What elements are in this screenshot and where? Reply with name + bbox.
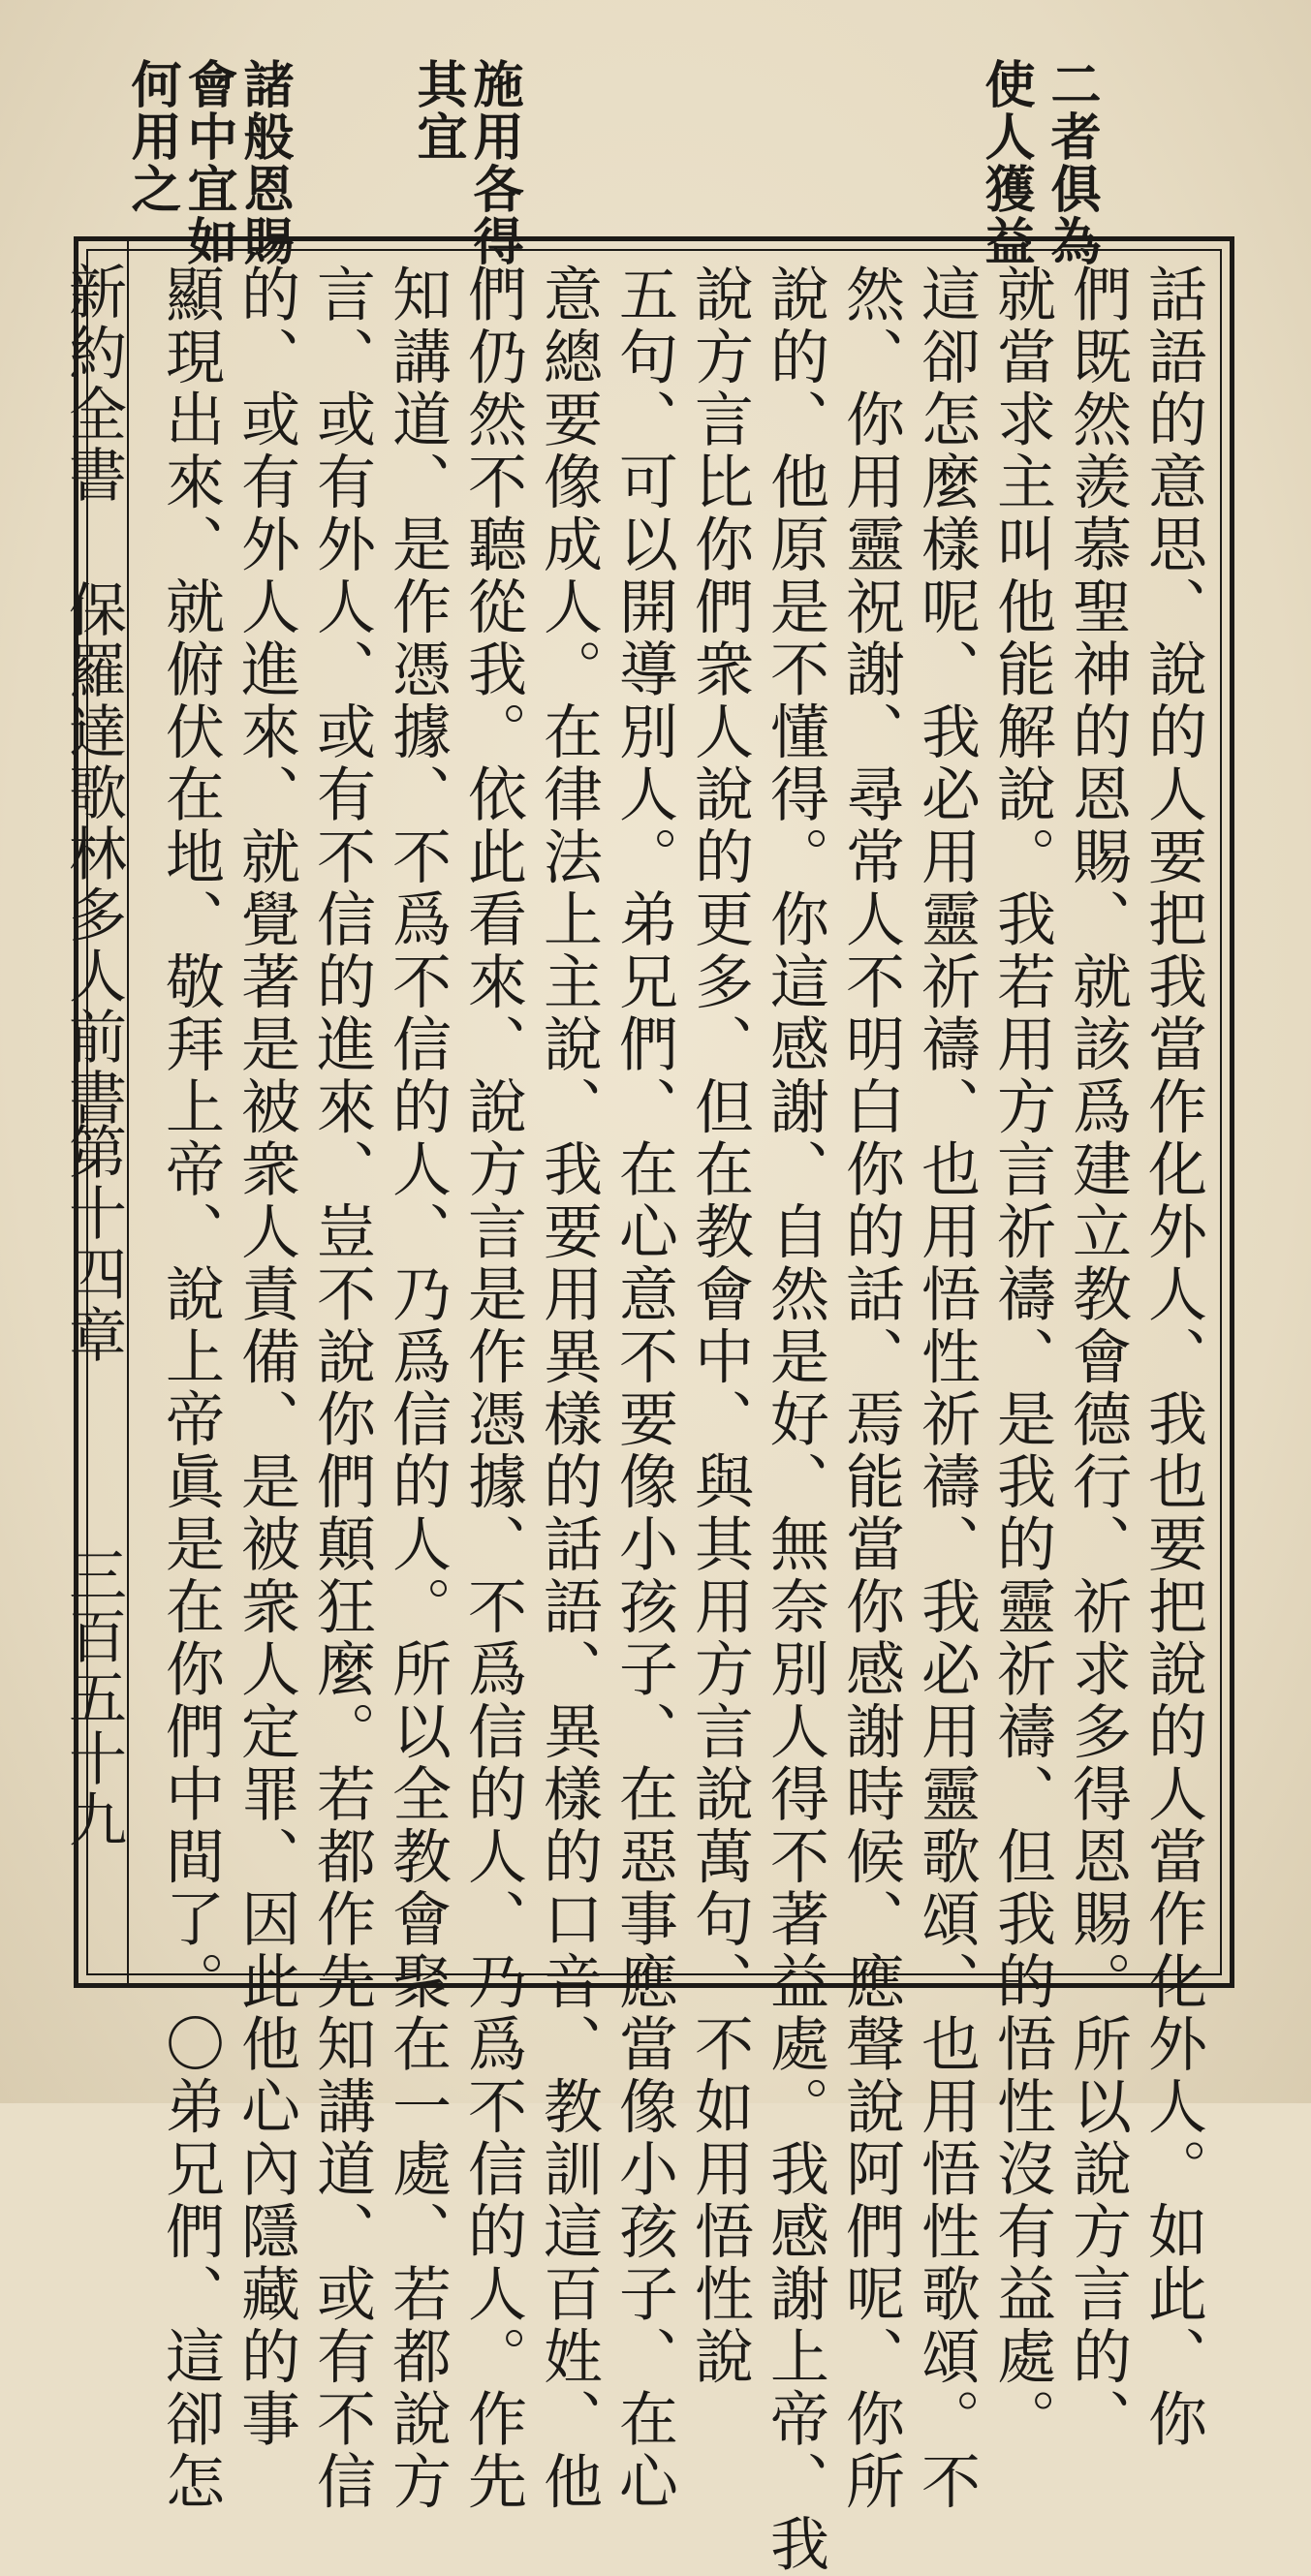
body-column: 說方言比你們衆人說的更多、但在教會中、與其用方言說萬句、不如用悟性說 (685, 264, 754, 2388)
epistle-title: 保羅達歌林多人前書 (59, 579, 127, 1129)
margin-note-line: 二者俱為 (1042, 58, 1101, 267)
margin-note-line: 何用之 (122, 58, 181, 215)
book-title: 新約全書 (59, 262, 127, 506)
body-column: 五句、可以開導別人。弟兄們、在心意不要像小孩子、在惡事應當像小孩子、在心 (609, 264, 678, 2513)
chapter-label: 第十四章 (59, 1122, 127, 1366)
margin-note-line: 施用各得 (464, 58, 523, 267)
body-column: 意總要像成人。在律法上主說、我要用異樣的話語、異樣的口音、教訓這百姓、他 (534, 264, 603, 2513)
margin-note-line: 會中宜如 (178, 58, 237, 267)
body-column: 知講道、是作憑據、不爲不信的人、乃爲信的人。所以全教會聚在一處、若都說方 (383, 264, 452, 2513)
body-column: 們既然羨慕聖神的恩賜、就該爲建立教會德行、祈求多得恩賜。所以說方言的、 (1063, 264, 1132, 2451)
body-column: 然、你用靈祝謝、尋常人不明白你的話、焉能當你感謝時候、應聲說阿們呢、你所 (836, 264, 905, 2513)
body-column: 顯現出來、就俯伏在地、敬拜上帝、說上帝眞是在你們中間了。〇弟兄們、這卻怎 (156, 264, 225, 2513)
body-column: 言、或有外人、或有不信的進來、豈不說你們顛狂麼。若都作先知講道、或有不信 (307, 264, 376, 2513)
body-column: 說的、他原是不懂得。你這感謝、自然是好、無奈別人得不著益處。我感謝上帝、我 (761, 264, 829, 2576)
margin-note-line: 諸般恩賜 (234, 58, 294, 267)
margin-note-line: 其宜 (408, 58, 467, 163)
body-column: 們仍然不聽從我。依此看來、說方言是作憑據、不爲信的人、乃爲不信的人。作先 (458, 264, 527, 2513)
margin-note-line: 使人獲益 (976, 58, 1035, 267)
body-column: 這卻怎麼樣呢、我必用靈祈禱、也用悟性祈禱、我必用靈歌頌、也用悟性歌頌。不 (912, 264, 981, 2513)
body-column: 話語的意思、說的人要把我當作化外人、我也要把說的人當作化外人。如此、你 (1139, 264, 1207, 2451)
body-column: 就當求主叫他能解說。我若用方言祈禱、是我的靈祈禱、但我的悟性沒有益處。 (987, 264, 1056, 2451)
running-head-divider (127, 236, 129, 1988)
page-number: 三百五十九 (59, 1545, 127, 1850)
body-column: 的、或有外人進來、就覺著是被衆人責備、是被衆人定罪、因此他心內隱藏的事 (232, 264, 300, 2451)
